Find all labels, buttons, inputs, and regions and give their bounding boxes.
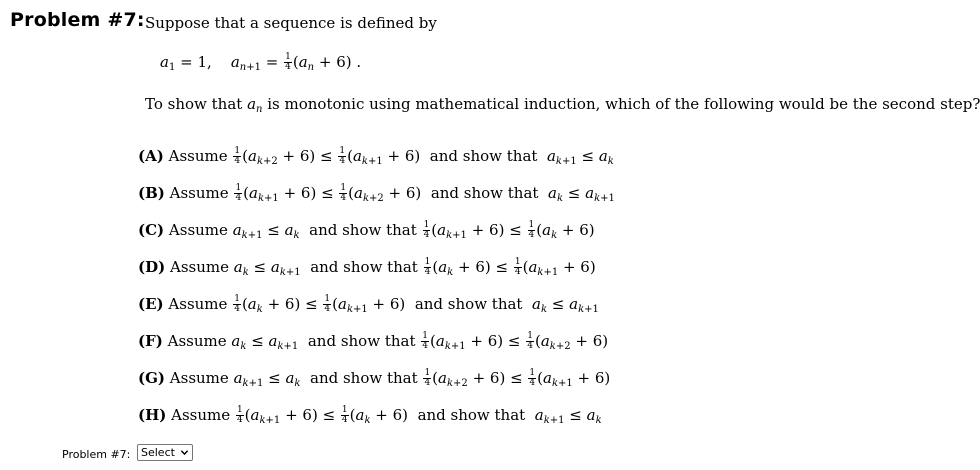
choice-d: (D) Assume $a_k \le a_{k+1}$ and show that $\frac{1}{4}$ $(a_k + 6)$ ≤ $\frac{1}{4}$ $(a_{k+1} + 6)$	[138, 256, 596, 278]
choice-g: (G) Assume $a_{k+1} \le a_k$ and show that $\frac{1}{4}$ $(a_{k+2} + 6)$ ≤ $\frac{1}{4}$ $(a_{k+1} + 6)$	[138, 367, 611, 389]
answer-select[interactable]	[137, 444, 193, 461]
question-text: To show that $a_n$ is monotonic using mathematical induction, which of the following would be the second step?	[145, 95, 980, 115]
sequence-definition: $a_1 = 1$, $a_{n+1}$ = $\frac{1}{4}$ $(a_n + 6)$ .	[160, 51, 362, 73]
choice-c: (C) Assume $a_{k+1} \le a_k$ and show that $\frac{1}{4}$ $(a_{k+1} + 6)$ ≤ $\frac{1}{4}$ $(a_k + 6)$	[138, 219, 595, 241]
answer-label: Problem #7:	[62, 448, 131, 461]
problem-title: Problem #7:	[10, 9, 145, 31]
choice-h: (H) Assume $\frac{1}{4}$ $(a_{k+1} + 6)$ ≤ $\frac{1}{4}$ $(a_k + 6)$ and show that $a_{k+1} \le a_k$	[138, 404, 602, 426]
choice-f: (F) Assume $a_k \le a_{k+1}$ and show that $\frac{1}{4}$ $(a_{k+1} + 6)$ ≤ $\frac{1}{4}$ $(a_{k+2} + 6)$	[138, 330, 609, 352]
choice-e: (E) Assume $\frac{1}{4}$ $(a_k + 6)$ ≤ $\frac{1}{4}$ $(a_{k+1} + 6)$ and show that $a_k \le a_{k+1}$	[138, 293, 599, 315]
answer-select-value: Select	[141, 446, 175, 459]
chevron-down-icon	[180, 448, 189, 457]
choice-b: (B) Assume $\frac{1}{4}$ $(a_{k+1} + 6)$ ≤ $\frac{1}{4}$ $(a_{k+2} + 6)$ and show that $a_k \le a_{k+1}$	[138, 182, 615, 204]
problem-intro: Suppose that a sequence is defined by	[145, 14, 437, 32]
choice-a: (A) Assume $\frac{1}{4}$ $(a_{k+2} + 6)$ ≤ $\frac{1}{4}$ $(a_{k+1} + 6)$ and show that $a_{k+1} \le a_k$	[138, 145, 614, 167]
